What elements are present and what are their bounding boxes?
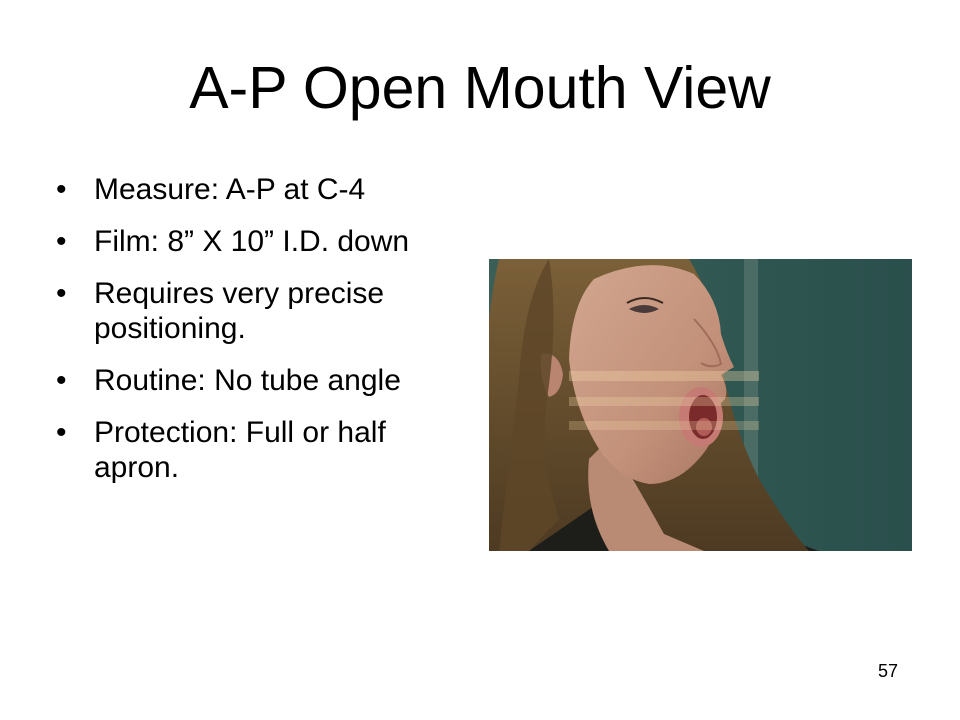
- bullet-item-protection: [56, 415, 476, 485]
- bullet-dot: •: [56, 225, 67, 258]
- bullet-text: Measure: A-P at C-4: [94, 173, 366, 206]
- bullet-text: Requires very precise positioning.: [94, 277, 385, 345]
- slide-title: A-P Open Mouth View: [189, 55, 771, 121]
- patient-photo-illustration: [489, 259, 912, 551]
- bullet-text: Protection: Full or half apron.: [94, 416, 386, 484]
- photo-light-streak: [569, 397, 759, 406]
- bullet-dot: •: [56, 416, 67, 449]
- photo-light-streak: [569, 371, 759, 381]
- bullet-dot: •: [56, 277, 67, 310]
- bullet-item-film: [56, 224, 476, 259]
- bullet-dot: •: [56, 173, 67, 206]
- bullet-item-measure: [56, 172, 476, 207]
- bullet-text: Film: 8” X 10” I.D. down: [94, 225, 410, 258]
- photo-light-streak: [569, 421, 759, 430]
- bullet-list: [56, 172, 476, 502]
- bullet-text: Routine: No tube angle: [94, 364, 401, 397]
- bullet-item-positioning: [56, 276, 476, 346]
- bullet-dot: •: [56, 364, 67, 397]
- patient-photo: [489, 259, 912, 551]
- bullet-item-routine: [56, 363, 476, 398]
- page-number: 57: [877, 661, 898, 681]
